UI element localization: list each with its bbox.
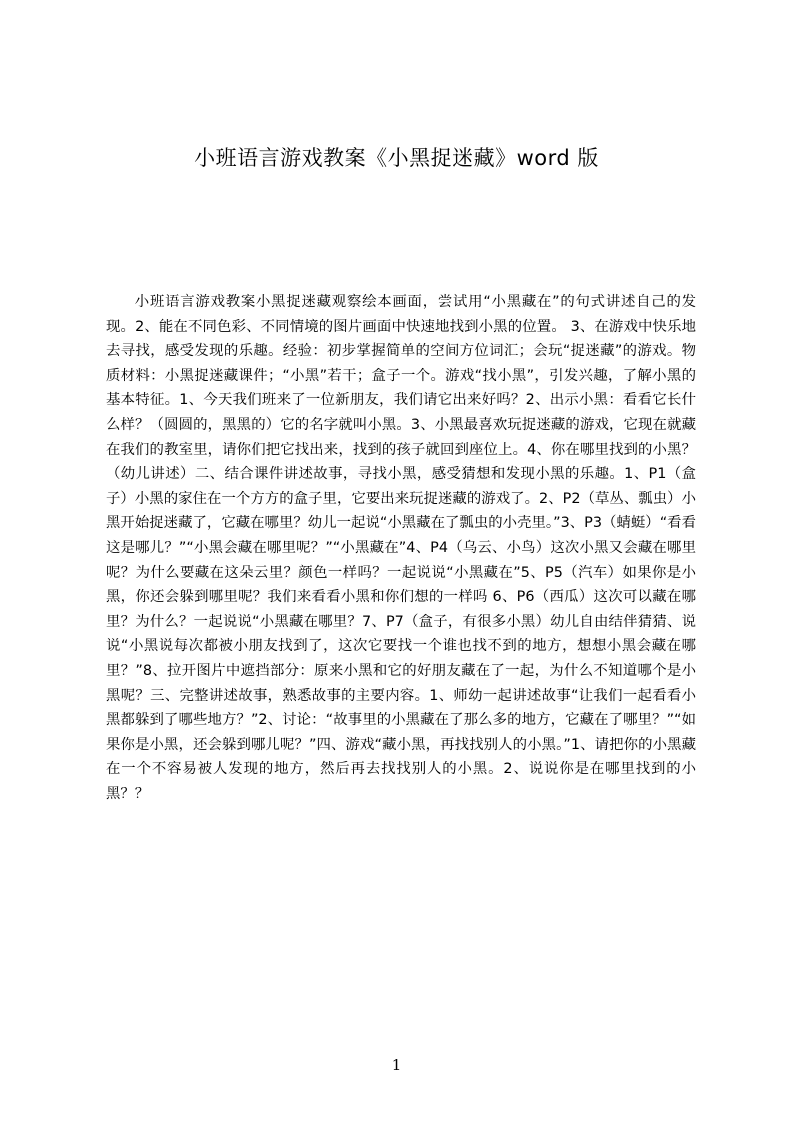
- page-number: 1: [391, 1056, 402, 1074]
- document-title: 小班语言游戏教案《小黑捉迷藏》word 版: [194, 146, 599, 170]
- document-body-paragraph: 小班语言游戏教案小黑捉迷藏观察绘本画面，尝试用“小黑藏在”的句式讲述自己的发现。2、能在不同色彩、不同情境的图片画面中快速地找到小黑的位置。 3、在游戏中快乐地去寻找，感受发现的乐趣。经验：初步掌握简单的空间方位词汇；会玩“捉迷藏”的游戏。物质材料：小黑捉迷藏课件；“小黑”若干；盒子一个。游戏“找小黑”，引发兴趣，了解小黑的基本特征。1、今天我们班来了一位新朋友，我们请它出来好吗？2、出示小黑：看看它长什么样？（圆圆的，黑黑的）它的名字就叫小黑。3、小黑最喜欢玩捉迷藏的游戏，它现在就藏在我们的教室里，请你们把它找出来，找到的孩子就回到座位上。4、你在哪里找到的小黑？（幼儿讲述）二、结合课件讲述故事，寻找小黑，感受猜想和发现小黑的乐趣。1、P1（盒子）小黑的家住在一个方方的盒子里，它要出来玩捉迷藏的游戏了。2、P2（草丛、瓢虫）小黑开始捉迷藏了，它藏在哪里？幼儿一起说“小黑藏在了瓢虫的小壳里。”3、P3（蜻蜓）“看看这是哪儿？”“小黑会藏在哪里呢？”“小黑藏在”4、P4（乌云、小鸟）这次小黑又会藏在哪里呢？为什么要藏在这朵云里？颜色一样吗？一起说说“小黑藏在”5、P5（汽车）如果你是小黑，你还会躲到哪里呢？我们来看看小黑和你们想的一样吗 6、P6（西瓜）这次可以藏在哪里？为什么？一起说说“小黑藏在哪里？7、P7（盒子，有很多小黑）幼儿自由结伴猜猜、说说“小黑说每次都被小朋友找到了，这次它要找一个谁也找不到的地方，想想小黑会藏在哪里？”8、拉开图片中遮挡部分：原来小黑和它的好朋友藏在了一起，为什么不知道哪个是小黑呢？三、完整讲述故事，熟悉故事的主要内容。1、师幼一起讲述故事“让我们一起看看小黑都躲到了哪些地方？”2、讨论：“故事里的小黑藏在了那么多的地方，它藏在了哪里？”“如果你是小黑，还会躲到哪儿呢？”四、游戏“藏小黑，再找找别人的小黑。”1、请把你的小黑藏在一个不容易被人发现的地方，然后再去找找别人的小黑。2、说说你是在哪里找到的小黑？？: [106, 294, 696, 802]
